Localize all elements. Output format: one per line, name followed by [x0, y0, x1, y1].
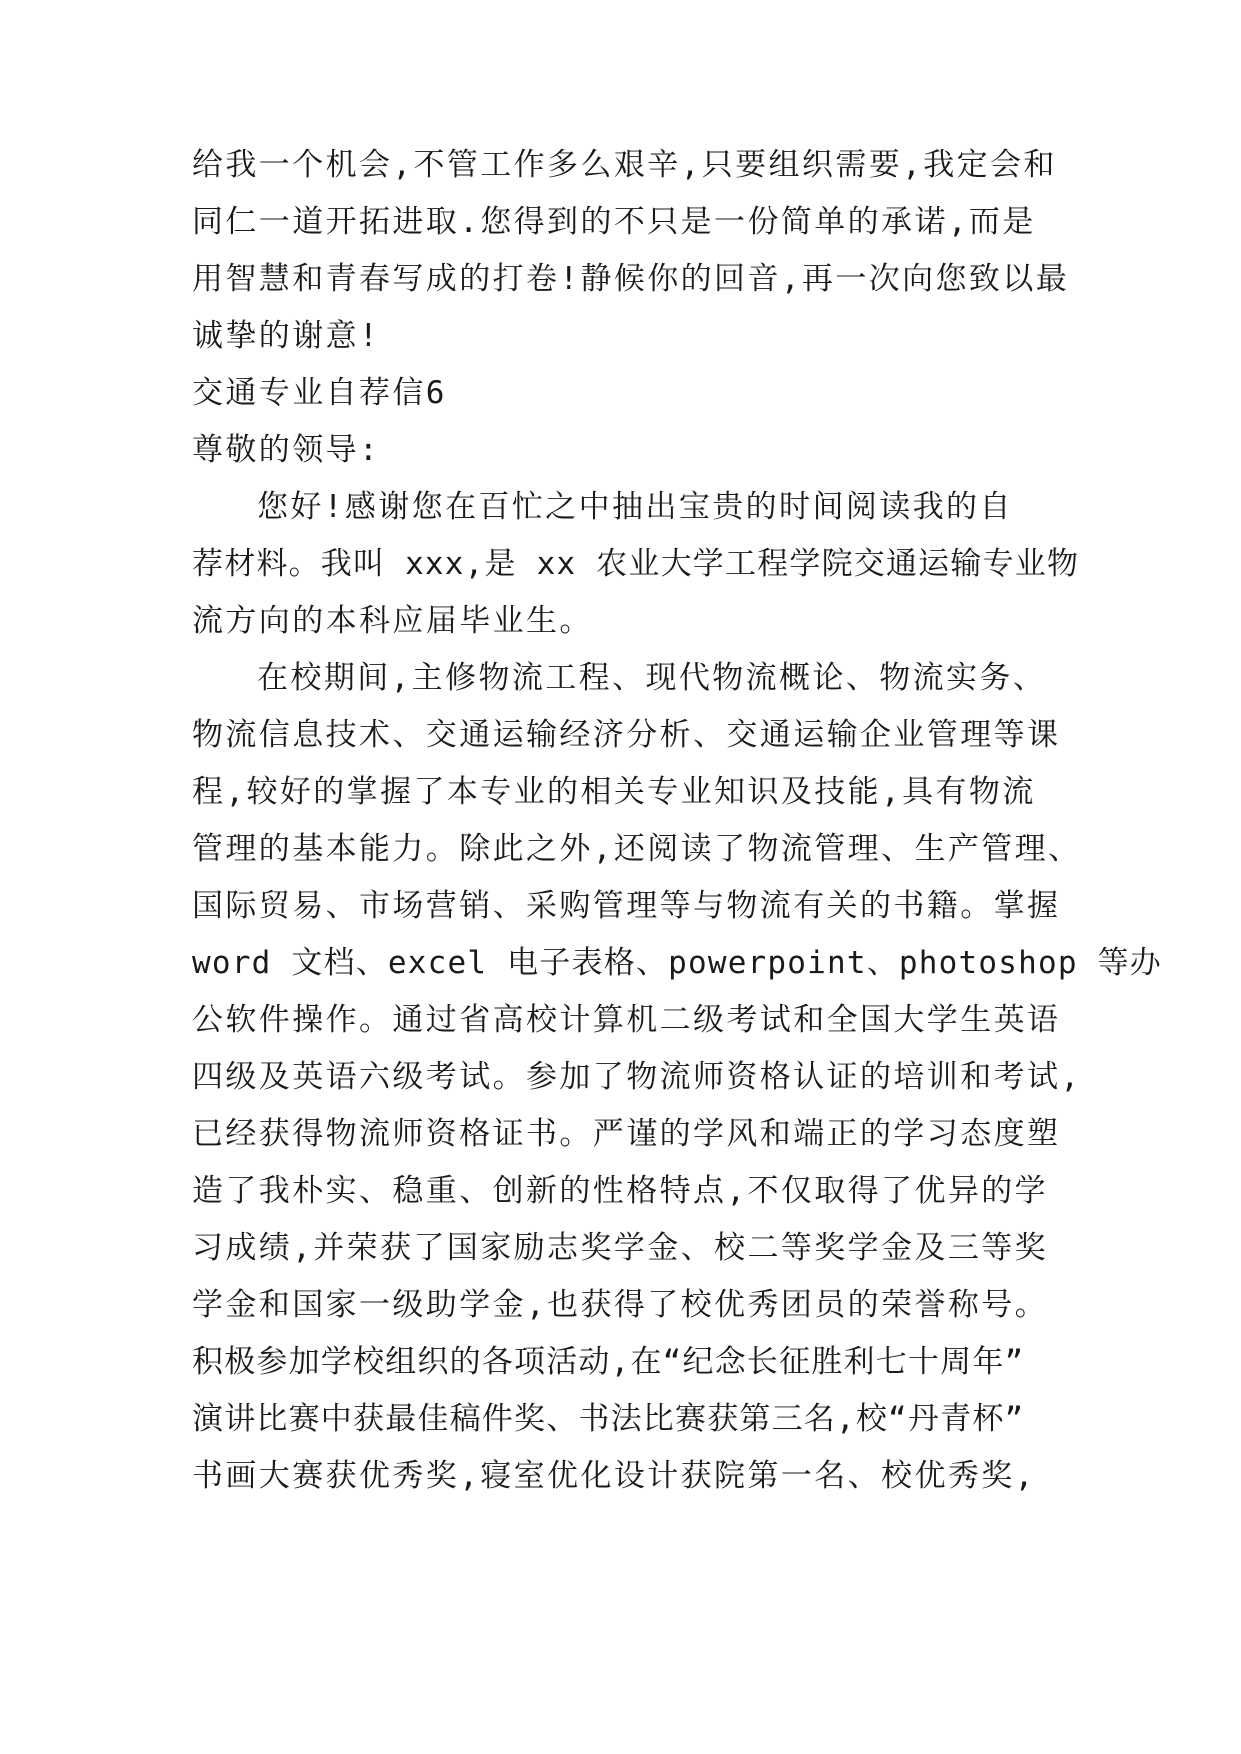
paragraph-line: 四级及英语六级考试。参加了物流师资格认证的培训和考试, — [192, 1059, 1082, 1095]
paragraph-line: 您好!感谢您在百忙之中抽出宝贵的时间阅读我的自 — [257, 489, 1013, 525]
salutation: 尊敬的领导: — [192, 432, 381, 468]
paragraph-line: 诚挚的谢意! — [192, 318, 381, 354]
paragraph-line: 用智慧和青春写成的打卷!静候你的回音,再一次向您致以最 — [192, 261, 1070, 297]
paragraph-line: 书画大赛获优秀奖,寝室优化设计获院第一名、校优秀奖, — [192, 1458, 1036, 1494]
paragraph-line: 给我一个机会,不管工作多么艰辛,只要组织需要,我定会和 — [192, 147, 1057, 183]
paragraph-line: 流方向的本科应届毕业生。 — [192, 603, 593, 639]
paragraph-line: 造了我朴实、稳重、创新的性格特点,不仅取得了优异的学 — [192, 1173, 1049, 1209]
paragraph-line: 习成绩,并荣获了国家励志奖学金、校二等奖学金及三等奖 — [192, 1230, 1049, 1266]
paragraph-line: 荐材料。我叫 xxx,是 xx 农业大学工程学院交通运输专业物 — [192, 546, 1080, 582]
paragraph-line: 演讲比赛中获最佳稿件奖、书法比赛获第三名,校“丹青杯” — [192, 1401, 1025, 1437]
paragraph-line: 程,较好的掌握了本专业的相关专业知识及技能,具有物流 — [192, 774, 1036, 810]
paragraph-line: 同仁一道开拓进取.您得到的不只是一份简单的承诺,而是 — [192, 204, 1036, 240]
paragraph-line: 在校期间,主修物流工程、现代物流概论、物流实务、 — [257, 660, 1047, 696]
paragraph-line: 已经获得物流师资格证书。严谨的学风和端正的学习态度塑 — [192, 1116, 1061, 1152]
section-heading: 交通专业自荐信6 — [192, 375, 447, 411]
paragraph-line: 公软件操作。通过省高校计算机二级考试和全国大学生英语 — [192, 1002, 1061, 1038]
paragraph-line: 物流信息技术、交通运输经济分析、交通运输企业管理等课 — [192, 717, 1061, 753]
paragraph-line: 国际贸易、市场营销、采购管理等与物流有关的书籍。掌握 — [192, 888, 1061, 924]
paragraph-line: word 文档、excel 电子表格、powerpoint、photoshop 等办 — [192, 945, 1162, 981]
paragraph-line: 管理的基本能力。除此之外,还阅读了物流管理、生产管理、 — [192, 831, 1082, 867]
paragraph-line: 学金和国家一级助学金,也获得了校优秀团员的荣誉称号。 — [192, 1287, 1049, 1323]
paragraph-line: 积极参加学校组织的各项活动,在“纪念长征胜利七十周年” — [192, 1344, 1025, 1380]
